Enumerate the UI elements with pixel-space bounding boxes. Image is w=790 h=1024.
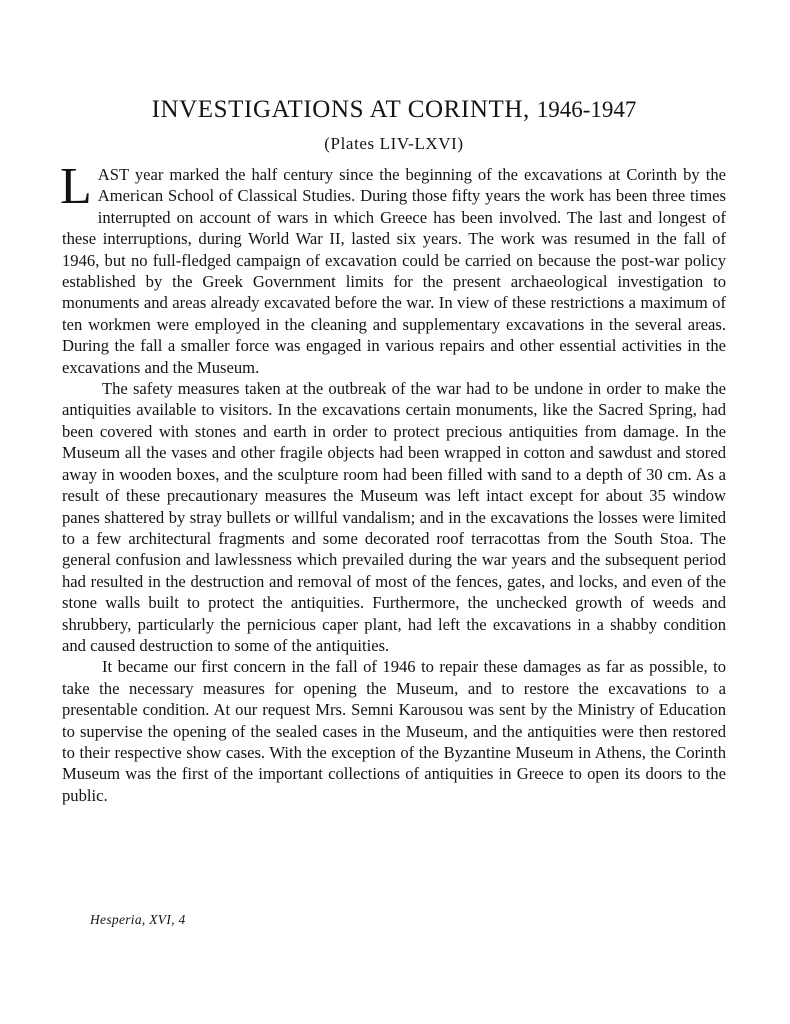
title-text: INVESTIGATIONS AT CORINTH, (151, 96, 530, 123)
paragraph-3: It became our first concern in the fall of 1946 to repair these damages as far as possible, to take the necessary measures for opening the Museum, and to restore the excavations to a presentable condition. At our request Mrs. Semni Karousou was sent by the Ministry of Education to supervise the opening of the sealed cases in the Museum, and the antiquities were then restored to their respective show cases. With the exception of the Byzantine Museum in Athens, the Corinth Museum was the first of the important collections of antiquities in Greece to open its doors to the public. (62, 657, 726, 805)
drop-cap: L (60, 158, 92, 215)
paragraph-2: The safety measures taken at the outbreak of the war had to be undone in order to make the antiquities available to visitors. In the excavations certain monuments, like the Sacred Spring, had been covered with stones and earth in order to protect precious antiquities from damage. In the Museum all the vases and other fragile objects had been wrapped in cotton and sawdust and stored away in wooden boxes, and the sculpture room had been filled with sand to a depth of 30 cm. As a result of these precautionary measures the Museum was left intact except for about 35 window panes shattered by stray bullets or willful vandalism; and in the excavations the losses were limited to a few architectural fragments and some decorated roof terracottas from the South Stoa. The general confusion and lawlessness which prevailed during the war years and the subsequent period had resulted in the destruction and removal of most of the fences, gates, and locks, and even of the stone walls built to protect the antiquities. Furthermore, the unchecked growth of weeds and shrubbery, particularly the pernicious caper plant, had left the excavations in a shabby condition and caused destruction to some of the antiquities. (62, 379, 726, 655)
title-year: 1946-1947 (536, 97, 637, 122)
article-title (62, 96, 726, 124)
page (62, 96, 726, 806)
plates-subtitle: (Plates LIV-LXVI) (324, 134, 464, 153)
paragraph-1 (60, 158, 726, 378)
article-body (60, 158, 726, 806)
paragraph-1-text: AST year marked the half century since the beginning of the excavations at Corinth by the American School of Classical Studies. During those fifty years the work has been three times interrupted on account of wars in which Greece has been involved. The last and longest of these interruptions, during World War II, lasted six years. The work was resumed in the fall of 1946, but no full-fledged campaign of excavation could be carried on because the post-war policy established by the Greek Government limits for the present archaeological investigation to monuments and areas already excavated before the war. In view of these restrictions a maximum of ten workmen were employed in the cleaning and supplementary excavations in the several areas. During the fall a smaller force was engaged in various repairs and other essential activities in the excavations and the Museum. (62, 165, 726, 377)
journal-signature: Hesperia, XVI, 4 (90, 912, 186, 927)
